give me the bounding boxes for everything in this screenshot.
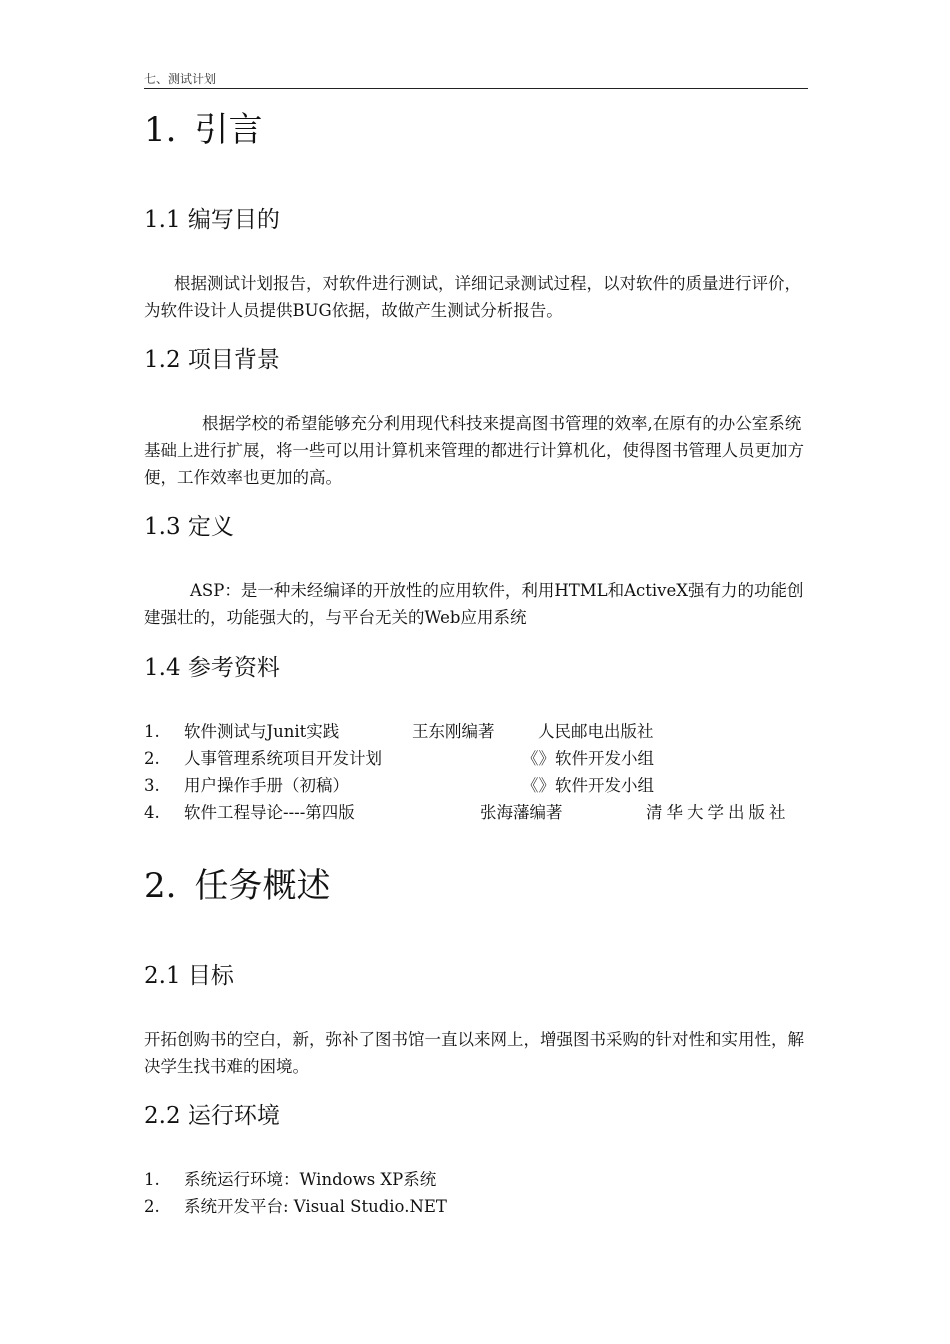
list-item-number: 4. xyxy=(144,803,160,822)
reference-publisher: 《》软件开发小组 xyxy=(522,776,654,795)
paragraph-1-1: 根据测试计划报告，对软件进行测试，详细记录测试过程，以对软件的质量进行评价，为软件设计人员提供BUG依据，故做产生测试分析报告。 xyxy=(144,274,801,320)
section-2-number: 2. xyxy=(144,866,177,906)
reference-title: 人事管理系统项目开发计划 xyxy=(184,749,382,768)
list-item-text: 系统开发平台: Visual Studio.NET xyxy=(184,1197,447,1216)
heading-1-3: 1.3 定义 xyxy=(144,514,234,540)
reference-author: 张海藩编著 xyxy=(480,803,563,822)
list-item-number: 2. xyxy=(144,749,160,768)
heading-1-2: 1.2 项目背景 xyxy=(144,347,280,373)
section-2-heading xyxy=(144,866,330,906)
reference-publisher: 《》软件开发小组 xyxy=(522,749,654,768)
list-item xyxy=(144,772,808,799)
heading-1-4: 1.4 参考资料 xyxy=(144,655,280,681)
reference-author: 王东刚编著 xyxy=(412,722,495,741)
reference-publisher: 清华大学出版社 xyxy=(646,803,790,822)
section-1-title: 引言 xyxy=(194,110,263,150)
reference-title: 用户操作手册（初稿） xyxy=(184,776,349,795)
heading-1-1: 1.1 编写目的 xyxy=(144,207,280,233)
running-header: 七、测试计划 xyxy=(144,72,808,89)
list-item xyxy=(144,799,808,826)
section-1-heading xyxy=(144,110,262,150)
paragraph-2-1: 开拓创购书的空白，新，弥补了图书馆一直以来网上，增强图书采购的针对性和实用性，解决学生找书难的困境。 xyxy=(144,1030,804,1076)
list-item-text: 系统运行环境：Windows XP系统 xyxy=(184,1170,437,1189)
paragraph-1-2: 根据学校的希望能够充分利用现代科技来提高图书管理的效率,在原有的办公室系统基础上进行扩展，将一些可以用计算机来管理的都进行计算机化，使得图书管理人员更加方便，工作效率也更加的高。 xyxy=(144,414,804,487)
environment-list xyxy=(144,1166,808,1220)
section-2-title: 任务概述 xyxy=(194,866,331,906)
list-item-number: 1. xyxy=(144,1170,160,1189)
list-item-number: 2. xyxy=(144,1197,160,1216)
list-item xyxy=(144,1193,808,1220)
paragraph-1-3: ASP：是一种未经编译的开放性的应用软件，利用HTML和ActiveX强有力的功能创建强壮的，功能强大的，与平台无关的Web应用系统 xyxy=(144,581,804,627)
reference-title: 软件工程导论----第四版 xyxy=(184,803,355,822)
list-item xyxy=(144,1166,808,1193)
list-item xyxy=(144,718,808,745)
reference-list xyxy=(144,718,808,826)
reference-title: 软件测试与Junit实践 xyxy=(184,722,340,741)
list-item xyxy=(144,745,808,772)
heading-2-1: 2.1 目标 xyxy=(144,963,234,989)
list-item-number: 3. xyxy=(144,776,160,795)
heading-2-2: 2.2 运行环境 xyxy=(144,1103,280,1129)
reference-publisher: 人民邮电出版社 xyxy=(538,722,654,741)
list-item-number: 1. xyxy=(144,722,160,741)
section-1-number: 1. xyxy=(144,110,177,150)
